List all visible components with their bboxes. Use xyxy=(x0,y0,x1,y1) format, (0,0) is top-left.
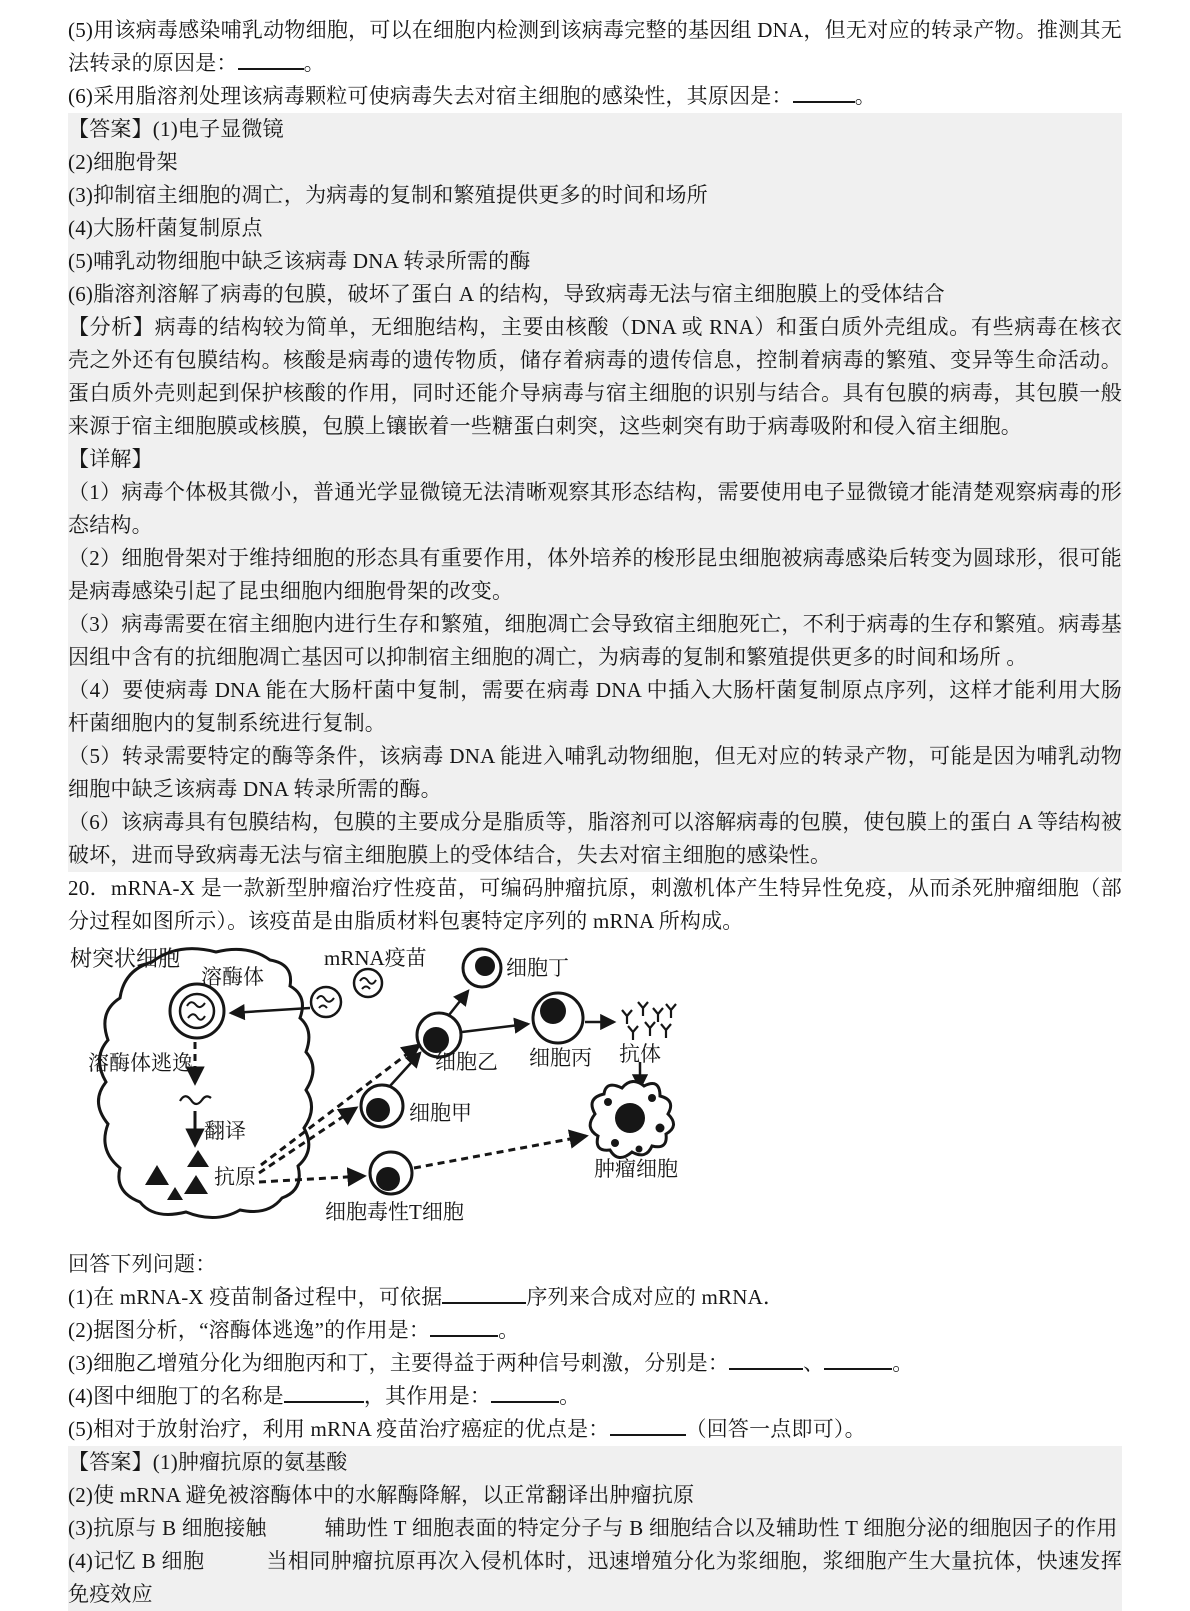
lysosome-escape-label: 溶酶体逃逸 xyxy=(88,1051,193,1075)
cell-yi-label: 细胞乙 xyxy=(435,1050,498,1074)
antibody-label: 抗体 xyxy=(619,1042,661,1066)
cytotoxic-t-cell-shape xyxy=(370,1152,412,1194)
answer-blank[interactable] xyxy=(729,1351,803,1370)
text-segment: (5)用该病毒感染哺乳动物细胞，可以在细胞内检测到该病毒完整的基因组 DNA，但无对应的转录产物。推测其无法转录的原因是： xyxy=(68,18,1122,75)
text-segment: (5)相对于放射治疗，利用 mRNA 疫苗治疗癌症的优点是： xyxy=(68,1417,610,1441)
text-line xyxy=(68,1314,1122,1347)
text-line xyxy=(68,1479,1122,1512)
text-line xyxy=(68,542,1122,608)
text-line xyxy=(68,311,1122,443)
text-line xyxy=(68,1413,1122,1446)
answer-gap xyxy=(204,1566,266,1568)
antigen-triangles xyxy=(145,1150,209,1200)
text-line xyxy=(68,872,1122,938)
antibody-y-shapes xyxy=(622,1002,676,1040)
dendritic-cell-label: 树突状细胞 xyxy=(70,946,181,971)
text-segment: 【分析】病毒的结构较为简单，无细胞结构，主要由核酸（DNA 或 RNA）和蛋白质外壳组成。有些病毒在核衣壳之外还有包膜结构。核酸是病毒的遗传物质，储存着病毒的遗传信息，控制着病毒的繁殖、变异等生命活动。蛋白质外壳则起到保护核酸的作用，同时还能介导病毒与宿主细胞的识别与结合。具有包膜的病毒，其包膜一般来源于宿主细胞膜或核膜，包膜上镶嵌着一些糖蛋白刺突，这些刺突有助于病毒吸附和侵入宿主细胞。 xyxy=(68,315,1122,438)
text-segment: (1)在 mRNA-X 疫苗制备过程中，可依据 xyxy=(68,1285,443,1309)
text-line xyxy=(68,1380,1122,1413)
tumor-cell-shape xyxy=(590,1081,673,1157)
q19-answer-block xyxy=(68,113,1122,872)
text-line xyxy=(68,1281,1122,1314)
cytotoxic-t-cell-label: 细胞毒性T细胞 xyxy=(325,1200,464,1224)
text-line xyxy=(68,674,1122,740)
text-segment: 。 xyxy=(498,1318,520,1342)
text-segment: (2)使 mRNA 避免被溶酶体中的水解酶降解，以正常翻译出肿瘤抗原 xyxy=(68,1483,695,1507)
text-line xyxy=(68,1545,1122,1611)
text-segment: 【答案】(1)电子显微镜 xyxy=(68,117,284,141)
cell-jia-shape xyxy=(361,1085,403,1127)
text-line xyxy=(68,1512,1122,1545)
text-line xyxy=(68,278,1122,311)
answer-blank[interactable] xyxy=(284,1384,364,1403)
text-segment: (3)细胞乙增殖分化为细胞丙和丁，主要得益于两种信号刺激，分别是： xyxy=(68,1351,730,1375)
text-line xyxy=(68,179,1122,212)
text-line xyxy=(68,146,1122,179)
question-19-remainder xyxy=(68,14,1122,113)
text-segment: （6）该病毒具有包膜结构，包膜的主要成分是脂质等，脂溶剂可以溶解病毒的包膜，使包膜上的蛋白 A 等结构被破坏，进而导致病毒无法与宿主细胞膜上的受体结合，失去对宿主细胞的感染性。 xyxy=(68,810,1122,867)
cell-ding-shape xyxy=(463,949,501,987)
text-segment: (5)哺乳动物细胞中缺乏该病毒 DNA 转录所需的酶 xyxy=(68,249,531,273)
cell-bing-label: 细胞丙 xyxy=(529,1046,592,1070)
text-line xyxy=(68,443,1122,476)
text-segment: (3)抑制宿主细胞的凋亡，为病毒的复制和繁殖提供更多的时间和场所 xyxy=(68,183,708,207)
text-segment: (4)大肠杆菌复制原点 xyxy=(68,216,263,240)
text-segment: (2)据图分析，“溶酶体逃逸”的作用是： xyxy=(68,1318,431,1342)
text-segment: (6)采用脂溶剂处理该病毒颗粒可使病毒失去对宿主细胞的感染性，其原因是： xyxy=(68,84,793,108)
text-segment: (6)脂溶剂溶解了病毒的包膜，破坏了蛋白 A 的结构，导致病毒无法与宿主细胞膜上的受体结合 xyxy=(68,282,945,306)
text-segment: 、 xyxy=(803,1351,825,1375)
antigen-label: 抗原 xyxy=(214,1165,256,1189)
text-segment: (2)细胞骨架 xyxy=(68,150,178,174)
cell-bing-shape xyxy=(533,993,583,1043)
text-segment: （1）病毒个体极其微小，普通光学显微镜无法清晰观察其形态结构，需要使用电子显微镜才能清楚观察病毒的形态结构。 xyxy=(68,480,1122,537)
answer-blank[interactable] xyxy=(238,51,304,70)
mrna-vaccine-label: mRNA疫苗 xyxy=(324,946,427,970)
text-line xyxy=(68,1347,1122,1380)
cell-ding-label: 细胞丁 xyxy=(506,956,569,980)
text-segment: 。 xyxy=(559,1384,581,1408)
escaped-mrna-strand xyxy=(180,1096,211,1104)
text-segment: （回答一点即可）。 xyxy=(685,1417,866,1441)
mrna-vaccine-particles xyxy=(311,969,382,1017)
text-segment: (4)图中细胞丁的名称是 xyxy=(68,1384,284,1408)
text-segment: 【详解】 xyxy=(68,447,153,471)
text-segment: 【答案】(1)肿瘤抗原的氨基酸 xyxy=(68,1450,348,1474)
text-line xyxy=(68,608,1122,674)
text-segment: 20．mRNA-X 是一款新型肿瘤治疗性疫苗，可编码肿瘤抗原，刺激机体产生特异性免疫，从而杀死肿瘤细胞（部分过程如图所示）。该疫苗是由脂质材料包裹特定序列的 mRNA 所构成。 xyxy=(68,876,1122,933)
text-segment: 当相同肿瘤抗原再次入侵机体时，迅速增殖分化为浆细胞，浆细胞产生大量抗体，快速发挥免疫效应 xyxy=(68,1549,1122,1606)
translation-label: 翻译 xyxy=(204,1119,246,1143)
text-segment: (3)抗原与 B 细胞接触 xyxy=(68,1516,267,1540)
tumor-cell-label: 肿瘤细胞 xyxy=(594,1157,678,1181)
answer-blank[interactable] xyxy=(824,1351,892,1370)
text-segment: （4）要使病毒 DNA 能在大肠杆菌中复制，需要在病毒 DNA 中插入大肠杆菌复制原点序列，这样才能利用大肠杆菌细胞内的复制系统进行复制。 xyxy=(68,678,1122,735)
text-segment: (4)记忆 B 细胞 xyxy=(68,1549,205,1573)
text-line xyxy=(68,476,1122,542)
text-segment: （3）病毒需要在宿主细胞内进行生存和繁殖，细胞凋亡会导致宿主细胞死亡，不利于病毒的生存和繁殖。病毒基因组中含有的抗细胞凋亡基因可以抑制宿主细胞的凋亡，为病毒的复制和繁殖提供更多的时间和场所 。 xyxy=(68,612,1122,669)
text-line xyxy=(68,245,1122,278)
text-line xyxy=(68,80,1122,113)
text-line xyxy=(68,212,1122,245)
text-line xyxy=(68,14,1122,80)
answer-gap xyxy=(267,1533,325,1535)
text-segment: （2）细胞骨架对于维持细胞的形态具有重要作用，体外培养的梭形昆虫细胞被病毒感染后转变为圆球形，很可能是病毒感染引起了昆虫细胞内细胞骨架的改变。 xyxy=(68,546,1122,603)
text-segment: ，其作用是： xyxy=(363,1384,492,1408)
text-segment: 。 xyxy=(303,51,325,75)
lysosome-label: 溶酶体 xyxy=(201,965,264,989)
text-segment: 。 xyxy=(854,84,876,108)
text-segment: 序列来合成对应的 mRNA． xyxy=(526,1285,785,1309)
text-segment: 回答下列问题： xyxy=(68,1252,217,1276)
cell-jia-label: 细胞甲 xyxy=(409,1101,472,1125)
text-line xyxy=(68,1446,1122,1479)
text-segment: （5）转录需要特定的酶等条件，该病毒 DNA 能进入哺乳动物细胞，但无对应的转录产物，可能是因为哺乳动物细胞中缺乏该病毒 DNA 转录所需的酶。 xyxy=(68,744,1122,801)
text-line xyxy=(68,740,1122,806)
q20-intro xyxy=(68,872,1122,938)
answer-blank[interactable] xyxy=(430,1318,498,1337)
text-segment: 。 xyxy=(892,1351,914,1375)
answer-blank[interactable] xyxy=(793,84,855,103)
text-segment: 辅助性 T 细胞表面的特定分子与 B 细胞结合以及辅助性 T 细胞分泌的细胞因子的作用 xyxy=(324,1516,1118,1540)
text-line xyxy=(68,1248,1122,1281)
text-line xyxy=(68,113,1122,146)
answer-blank[interactable] xyxy=(610,1417,686,1436)
answer-blank[interactable] xyxy=(442,1285,526,1304)
mrna-vaccine-diagram xyxy=(68,938,728,1248)
q20-diagram xyxy=(68,938,728,1248)
text-line xyxy=(68,806,1122,872)
q20-answer-block xyxy=(68,1446,1122,1611)
q20-questions xyxy=(68,1248,1122,1446)
lysosome-organelle xyxy=(170,984,224,1038)
answer-blank[interactable] xyxy=(491,1384,559,1403)
